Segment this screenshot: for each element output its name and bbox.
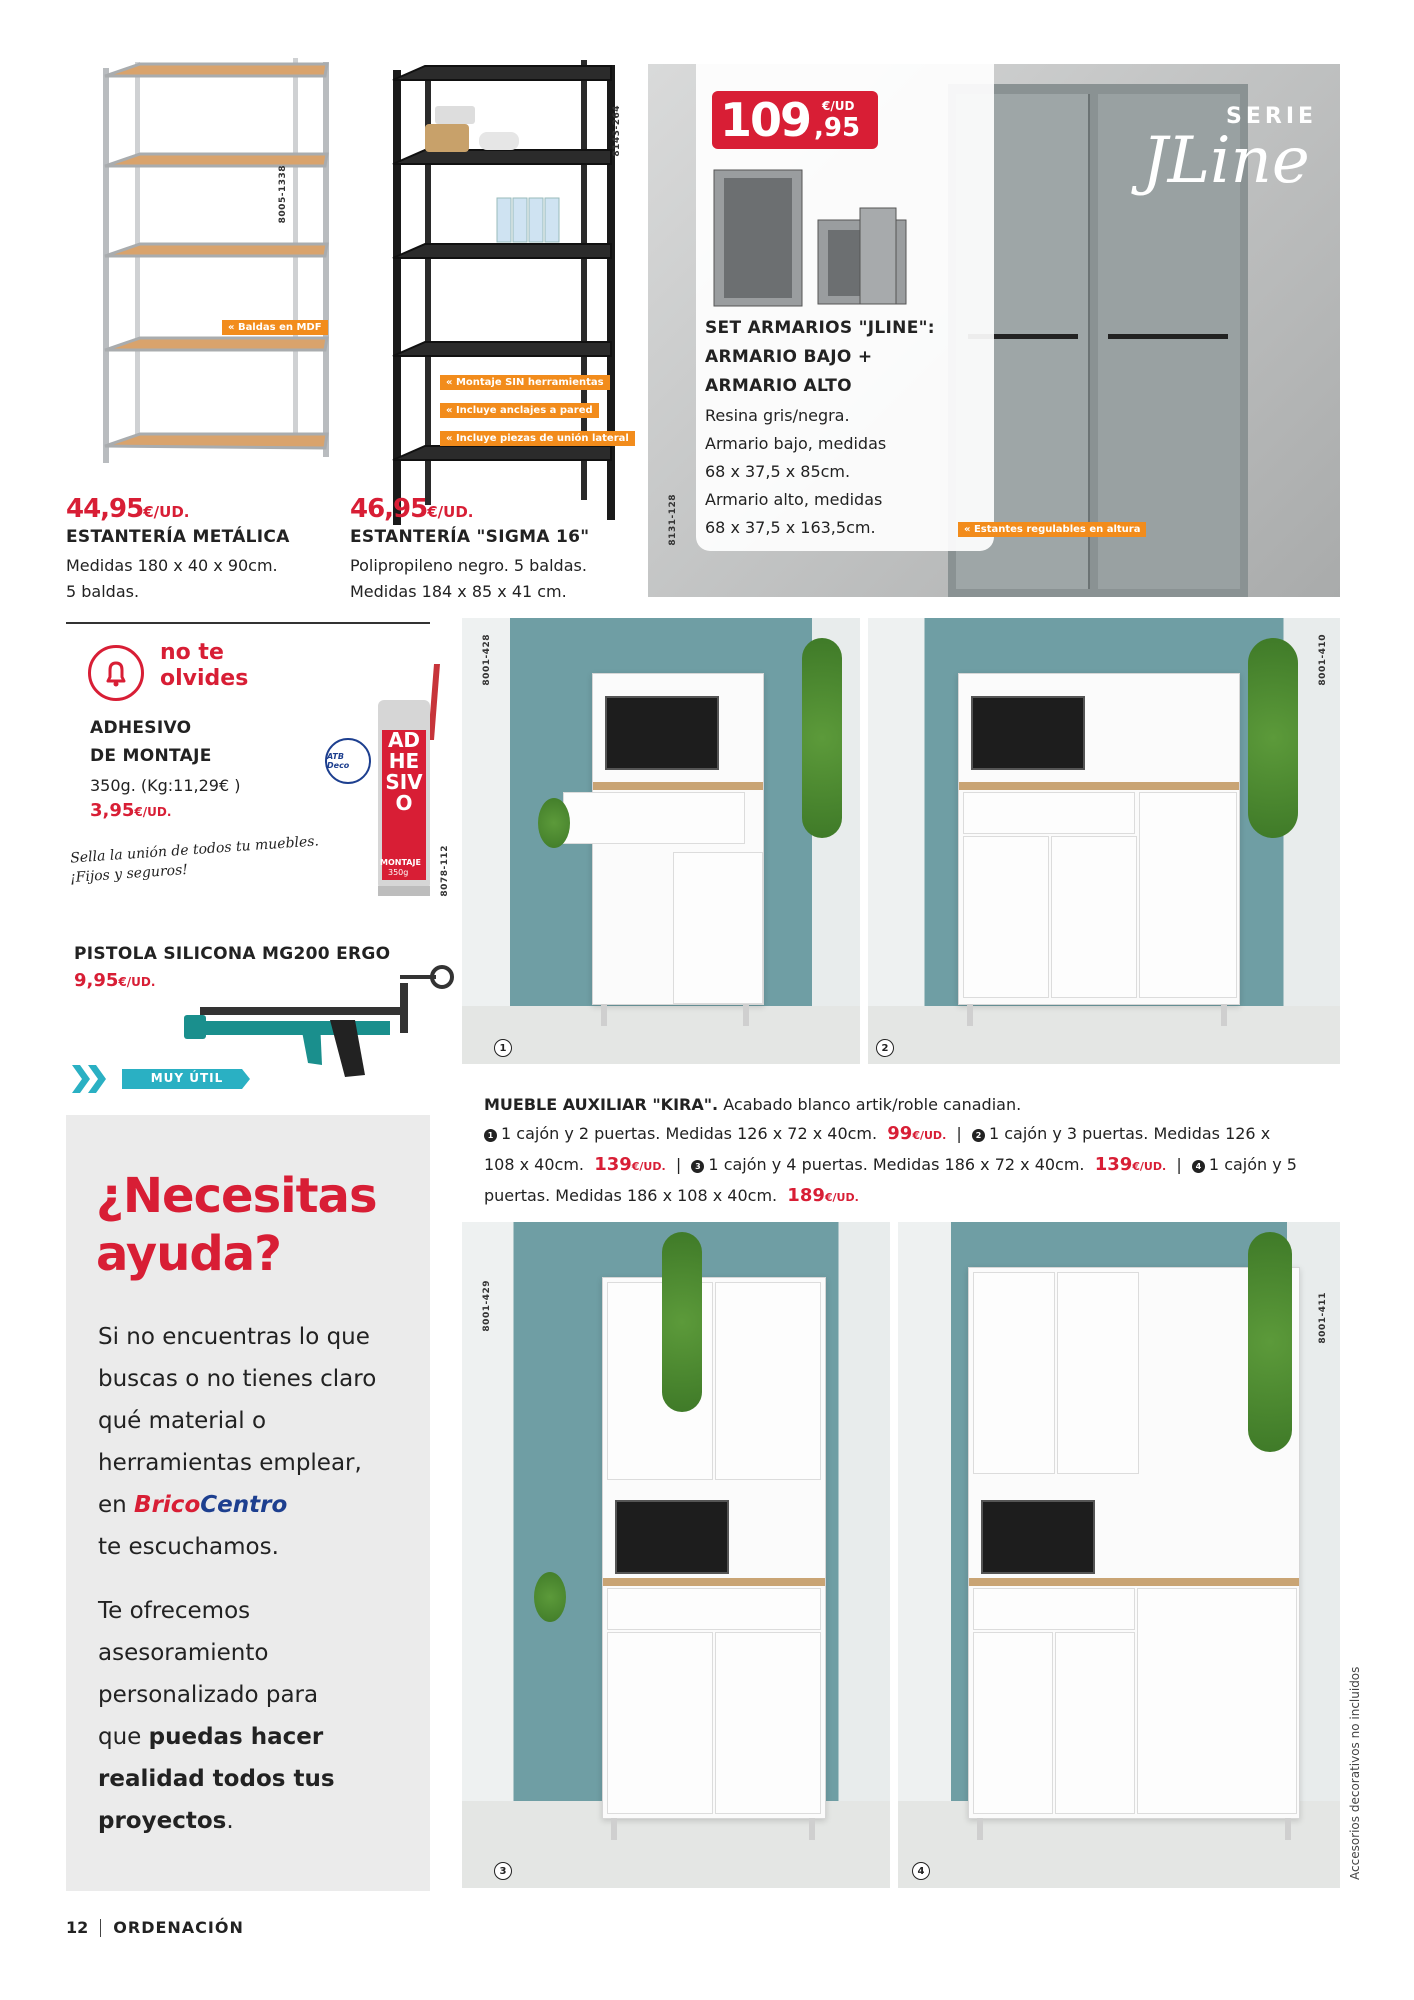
- jline-title-2: ARMARIO BAJO +: [705, 347, 873, 367]
- reminder-line-1: no te: [160, 640, 224, 665]
- help-line: te escuchamos.: [98, 1534, 279, 1560]
- kira-photo-3: [462, 1222, 890, 1888]
- help-line: asesoramiento: [98, 1640, 269, 1666]
- gun-price: [74, 970, 155, 991]
- jline-title-3: ARMARIO ALTO: [705, 376, 852, 396]
- jline-product-image: [710, 168, 960, 308]
- price-amount: 44,95: [66, 494, 144, 524]
- help-line: proyectos.: [98, 1808, 234, 1834]
- adhesive-tube-label: MONTAJE: [380, 858, 421, 867]
- kira-photo-2: [868, 618, 1340, 1064]
- price-amount: 46,95: [350, 494, 428, 524]
- price-unit: €/UD.: [134, 805, 172, 819]
- kira-num-4: 4: [912, 1862, 930, 1880]
- option-3-price: 139€/UD.: [1094, 1154, 1167, 1175]
- jline-price-badge: [712, 91, 878, 149]
- help-line: Te ofrecemos: [98, 1598, 251, 1624]
- help-line: herramientas emplear,: [98, 1450, 362, 1476]
- jline-price-unit: €/UD: [822, 99, 855, 113]
- kira-title: MUEBLE AUXILIAR "KIRA".: [484, 1095, 719, 1114]
- sigma-shelf-desc-1: Polipropileno negro. 5 baldas.: [350, 556, 587, 575]
- adhesive-desc: 350g. (Kg:11,29€ ): [90, 776, 241, 795]
- help-heading-1: ¿Necesitas: [96, 1168, 377, 1224]
- kira-code-3: 8001-429: [482, 1280, 492, 1332]
- sigma-shelf-desc-2: Medidas 184 x 85 x 41 cm.: [350, 582, 567, 601]
- jline-desc-4: Armario alto, medidas: [705, 490, 883, 509]
- kira-photo-4: [898, 1222, 1340, 1888]
- jline-panel: [648, 64, 1340, 597]
- help-bold: realidad todos tus: [98, 1766, 335, 1792]
- kira-photo-1: [462, 618, 860, 1064]
- metal-shelf-image: [95, 58, 340, 468]
- jline-desc-3: 68 x 37,5 x 85cm.: [705, 462, 851, 481]
- metal-shelf-tag: « Baldas en MDF: [222, 320, 328, 335]
- brand-brico: Brico: [134, 1492, 201, 1518]
- option-2-badge: 2: [972, 1129, 985, 1142]
- adhesive-tube-image: [372, 660, 442, 900]
- metal-shelf-title: ESTANTERÍA METÁLICA: [66, 527, 290, 547]
- page-number: 12: [66, 1918, 89, 1937]
- metal-shelf-desc-2: 5 baldas.: [66, 582, 140, 601]
- gun-title: PISTOLA SILICONA MG200 ERGO: [74, 944, 391, 964]
- kira-title-rest: Acabado blanco artik/roble canadian.: [718, 1095, 1022, 1114]
- sigma-shelf-code: 8143-264: [612, 105, 622, 157]
- jline-tag: « Estantes regulables en altura: [958, 522, 1146, 537]
- adhesive-tube-text: ADHESIVO: [385, 728, 423, 815]
- help-line: [98, 1758, 376, 1800]
- jline-desc-1: Resina gris/negra.: [705, 406, 850, 425]
- price-unit: €/UD.: [427, 503, 474, 521]
- kira-num-2: 2: [876, 1039, 894, 1057]
- help-line: Si no encuentras lo que: [98, 1324, 370, 1350]
- footer-divider: [100, 1919, 101, 1937]
- muy-util-badge: [72, 1065, 257, 1093]
- metal-shelf-desc-1: Medidas 180 x 40 x 90cm.: [66, 556, 278, 575]
- adhesive-slogan-2: ¡Fijos y seguros!: [69, 861, 189, 887]
- help-line: buscas o no tienes claro: [98, 1366, 377, 1392]
- price-amount: 3,95: [90, 800, 135, 821]
- help-en: en: [98, 1492, 127, 1518]
- jline-price-dec: ,95: [814, 113, 861, 143]
- muy-util-label: MUY ÚTIL: [150, 1071, 224, 1085]
- option-4-badge: 4: [1192, 1160, 1205, 1173]
- reminder-line-2: olvides: [160, 666, 249, 691]
- jline-code: 8131-128: [668, 494, 678, 546]
- adhesive-slogan-1: Sella la unión de todos tu muebles.: [69, 833, 320, 867]
- option-4-price: 189€/UD.: [787, 1185, 859, 1206]
- help-line-brand: [98, 1484, 376, 1526]
- divider-top: [66, 622, 430, 624]
- metal-shelf-price: [66, 494, 190, 524]
- kira-options-line-1: 1 1 cajón y 2 puertas. Medidas 126 x 72 x 40cm. 99€/UD. | 2 1 cajón y 3 puertas. Medidas 126 x: [484, 1119, 1324, 1150]
- adhesive-title-2: DE MONTAJE: [90, 746, 212, 766]
- atb-deco-logo: ATB Deco: [325, 738, 371, 784]
- help-bold: puedas hacer: [148, 1724, 324, 1750]
- jline-desc-2: Armario bajo, medidas: [705, 434, 887, 453]
- kira-code-1: 8001-428: [482, 634, 492, 686]
- jline-title-1: SET ARMARIOS "JLINE":: [705, 318, 935, 338]
- adhesive-price: [90, 800, 171, 821]
- adhesive-title-1: ADHESIVO: [90, 718, 192, 738]
- sigma-shelf-title: ESTANTERÍA "SIGMA 16": [350, 527, 590, 547]
- adhesive-tube-weight: 350g: [388, 868, 409, 877]
- footer: [66, 1918, 244, 1937]
- help-heading-2: ayuda?: [96, 1226, 281, 1282]
- option-3-badge: 3: [691, 1160, 704, 1173]
- help-line: qué material o: [98, 1408, 267, 1434]
- side-note: Accesorios decorativos no incluidos: [1348, 1666, 1362, 1880]
- kira-code-4: 8001-411: [1318, 1292, 1328, 1344]
- sigma-shelf-price: [350, 494, 474, 524]
- section-title: ORDENACIÓN: [113, 1918, 244, 1937]
- option-2-price: 139€/UD.: [594, 1154, 666, 1175]
- jline-price-int: 109: [720, 93, 811, 147]
- adhesive-code: 8078-112: [440, 845, 450, 897]
- option-1-badge: 1: [484, 1129, 497, 1142]
- sigma-shelf-image: [385, 60, 625, 530]
- kira-num-1: 1: [494, 1039, 512, 1057]
- help-bold: proyectos: [98, 1808, 227, 1834]
- kira-num-3: 3: [494, 1862, 512, 1880]
- kira-options-line-3: puertas. Medidas 186 x 108 x 40cm. 189€/UD.: [484, 1185, 859, 1206]
- bricocentro-logo: [134, 1492, 287, 1518]
- sigma-shelf-tag-3: « Incluye piezas de unión lateral: [440, 431, 635, 446]
- brand-centro: Centro: [200, 1492, 288, 1518]
- bell-icon: [88, 645, 144, 701]
- kira-description: [484, 1090, 1324, 1212]
- sigma-shelf-tag-2: « Incluye anclajes a pared: [440, 403, 599, 418]
- jline-series-word: SERIE: [1226, 104, 1318, 129]
- option-1-price: 99€/UD.: [887, 1123, 947, 1144]
- price-amount: 9,95: [74, 970, 119, 991]
- jline-desc-5: 68 x 37,5 x 163,5cm.: [705, 518, 876, 537]
- jline-series-name: JLine: [1142, 124, 1310, 198]
- kira-title-line: [484, 1090, 1324, 1119]
- kira-code-2: 8001-410: [1318, 634, 1328, 686]
- help-line: personalizado para: [98, 1682, 319, 1708]
- help-line: que puedas hacer: [98, 1724, 324, 1750]
- metal-shelf-code: 8005-1338: [278, 165, 288, 224]
- kira-options-line-2: 108 x 40cm. 139€/UD. | 3 1 cajón y 4 puertas. Medidas 186 x 72 x 40cm. 139€/UD. | 4 1 cajón y 5: [484, 1154, 1297, 1175]
- sigma-shelf-tag-1: « Montaje SIN herramientas: [440, 375, 610, 390]
- price-unit: €/UD.: [118, 975, 156, 989]
- help-text-block: [98, 1316, 376, 1842]
- price-unit: €/UD.: [143, 503, 190, 521]
